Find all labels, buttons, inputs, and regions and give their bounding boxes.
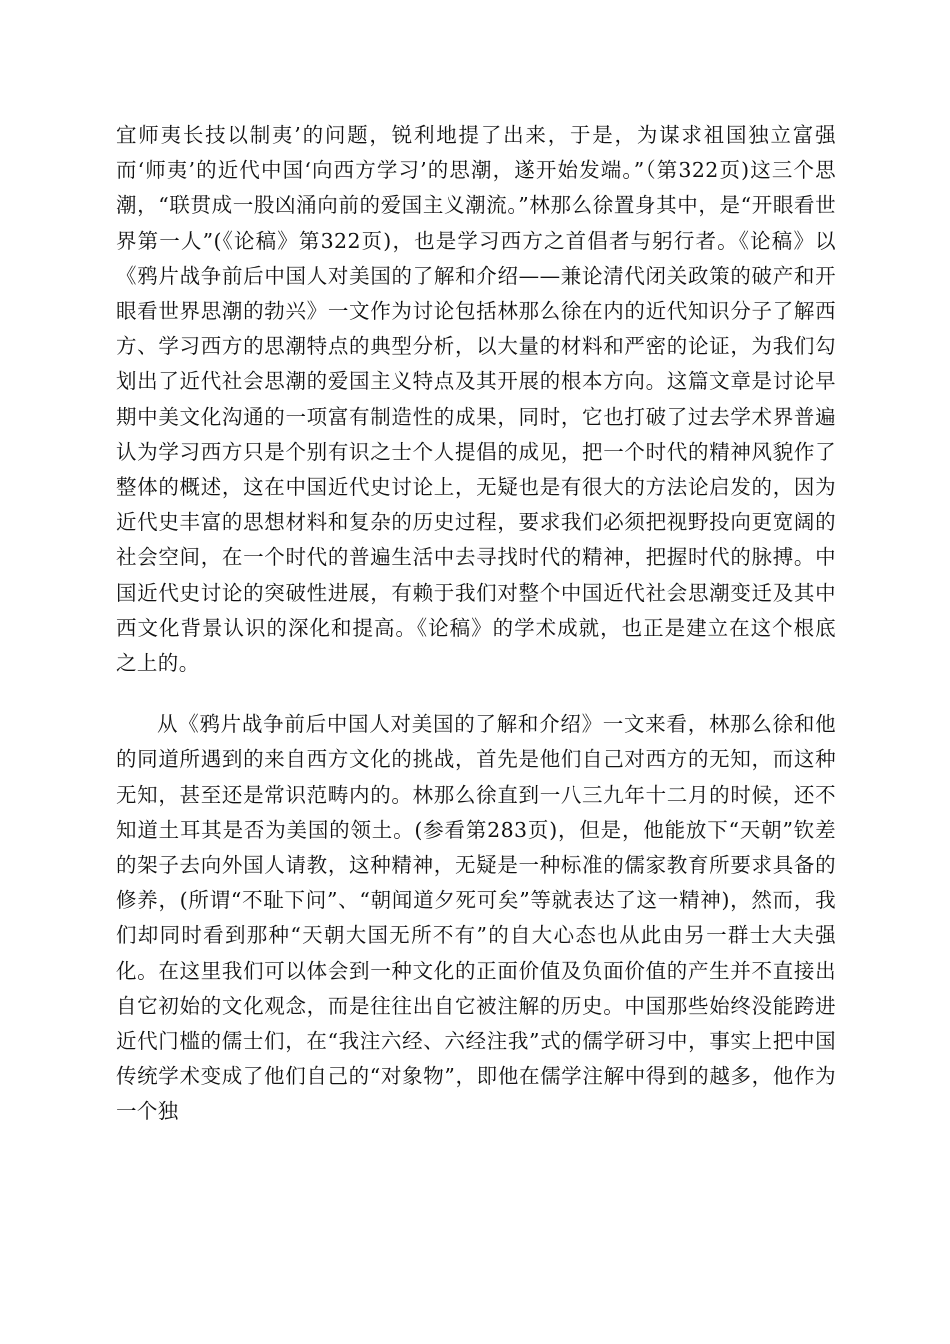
paragraph-continuation: 宜师夷长技以制夷’的问题，锐利地提了出来，于是，为谋求祖国独立富强而‘师夷’的近代中国‘向西方学习’的思潮，遂开始发端。”（第322页)这三个思潮，“联贯成一股凶涌向前的爱国主义潮流。”林那么徐置身其中，是“开眼看世界第一人”(《论稿》第322页)，也是学习西方之首倡者与躬行者。《论稿》以《鸦片战争前后中国人对美国的了解和介绍——兼论清代闭关政策的破产和开眼看世界思潮的勃兴》一文作为讨论包括林那么徐在内的近代知识分子了解西方、学习西方的思潮特点的典型分析，以大量的材料和严密的论证，为我们勾划出了近代社会思潮的爱国主义特点及其开展的根本方向。这篇文章是讨论早期中美文化沟通的一项富有制造性的成果，同时，它也打破了过去学术界普遍认为学习西方只是个别有识之士个人提倡的成见，把一个时代的精神风貌作了整体的概述，这在中国近代史讨论上，无疑也是有很大的方法论启发的，因为近代史丰富的思想材料和复杂的历史过程，要求我们必须把视野投向更宽阔的社会空间，在一个时代的普遍生活中去寻找时代的精神，把握时代的脉搏。中国近代史讨论的突破性进展，有赖于我们对整个中国近代社会思潮变迁及其中西文化背景认识的深化和提高。《论稿》的学术成就，也正是建立在这个根底之上的。	[116, 123, 836, 676]
paragraph-spacer	[116, 681, 836, 707]
paragraph-opium-war-analysis: 从《鸦片战争前后中国人对美国的了解和介绍》一文来看，林那么徐和他的同道所遇到的来自西方文化的挑战，首先是他们自己对西方的无知，而这种无知，甚至还是常识范畴内的。林那么徐直到一八三九年十二月的时候，还不知道土耳其是否为美国的领土。(参看第283页)，但是，他能放下“天朝”钦差的架子去向外国人请教，这种精神，无疑是一种标准的儒家教育所要求具备的修养，(所谓“不耻下问”、“朝闻道夕死可矣”等就表达了这一精神)，然而，我们却同时看到那种“天朝大国无所不有”的自大心态也从此由另一群士大夫强化。在这里我们可以体会到一种文化的正面价值及负面价值的产生并不直接出自它初始的文化观念，而是往往出自它被注解的历史。中国那些始终没能跨进近代门槛的儒士们，在“我注六经、六经注我”式的儒学研习中，事实上把中国传统学术变成了他们自己的“对象物”，即他在儒学注解中得到的越多，他作为一个独	[116, 712, 836, 1124]
body-text	[116, 118, 836, 1130]
